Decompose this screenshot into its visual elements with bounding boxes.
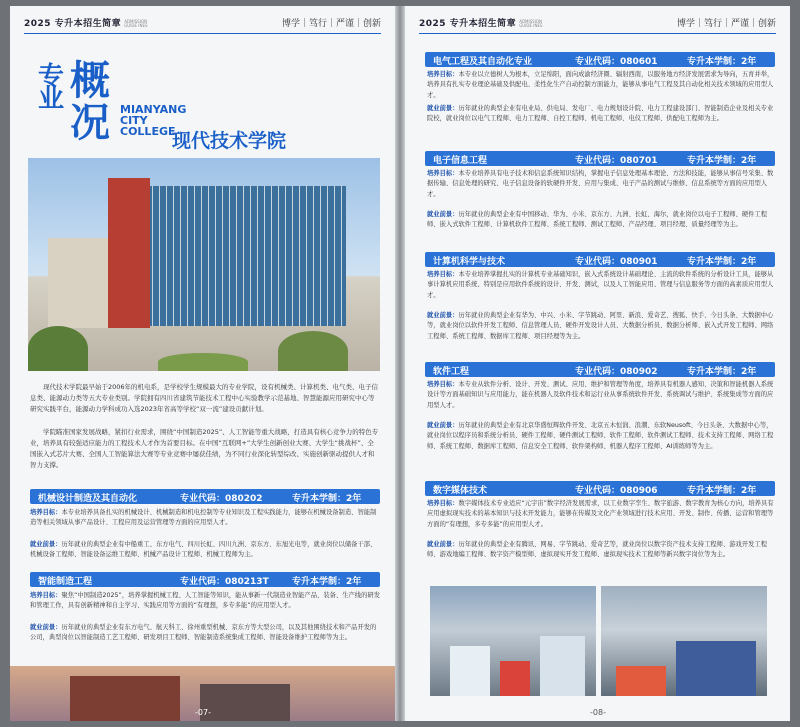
goal-label: 培养目标： (30, 592, 62, 599)
goal-text: 本专业培养具备扎实的机械设计、机械制造和机电控制等专业知识及工程实践能力，能够在机械设备制造、智能制造等相关领域从事产品设计、工程应用及运营管理等方面的应用型人才。 (30, 509, 377, 527)
scene-building (200, 684, 290, 721)
shrub-shape (158, 353, 248, 371)
major-goal (427, 70, 775, 101)
scene-building (70, 676, 180, 721)
title-gaikuang: 概况 (70, 58, 110, 146)
goal-text: 聚焦“中国制造2025”，培养掌握机械工程、人工智能等知识，能从事新一代制造业智能产品、装备、生产线的研发和管理工作，具有创新精神和自主学习、实践应用等方面的“有理想，多专多能”的应用型人才。 (30, 592, 380, 610)
lab-photo-robotics (430, 586, 596, 696)
lab-machine (676, 641, 756, 696)
major-years: 专升本学制：2年 (687, 486, 757, 496)
major-career (30, 623, 380, 644)
major-goal (427, 270, 775, 301)
intro-paragraph-1: 现代技术学院最早始于2006年的机电系，是学校学生规模最大的专业学院，设有机械类、计算机类、电气类、电子信息类、能源动力类等五大专业类别。学院拥有四川省建筑节能技术工程中心实验教学示范基地、智慧能源应用研究中心等研究实践平台，能源动力学科成功入选2023年省高等学校“双一流”建设贡献计划。 (30, 383, 379, 413)
major-goal (427, 169, 775, 200)
major-bar-computer-science (425, 252, 775, 267)
major-years: 专升本学制：2年 (687, 57, 757, 67)
major-code: 专业代码：080906 (575, 486, 658, 496)
header-brand: 2025 专升本招生简章 (24, 19, 122, 29)
major-bar-electrical (425, 52, 775, 67)
major-goal (30, 591, 380, 612)
goal-label: 培养目标： (427, 500, 459, 507)
header-motto: 博学｜笃行｜严谨｜创新 (676, 19, 776, 29)
major-name: 数字媒体技术 (433, 486, 488, 496)
career-text: 历年就业的典型企业有电业局、供电局、发电厂、电力规划设计院、电力工程建设部门、智能制造企业及相关专业院校，就业岗位以电气工程师、电力工程师、自控工程师、机电工程师、电仪工程师、供配电工程师为主。 (427, 105, 774, 123)
major-name: 机械设计制造及其自动化 (38, 494, 138, 504)
major-goal (427, 499, 775, 530)
lab-photo-training-hall (601, 586, 767, 696)
major-years: 专升本学制：2年 (687, 367, 757, 377)
major-years: 专升本学制：2年 (292, 577, 362, 587)
major-bar-digital-media (425, 481, 775, 496)
tree-shape (28, 326, 88, 371)
major-career (427, 104, 775, 125)
career-text: 历年就业的典型企业有北京华盛恒辉软件开发、北京五木恒润、浪潮、东软Neusoft、今日头条、大数据中心等，就业岗位以程序员和系统分析员、硬件工程师、硬件测试工程师、软件工程师、软件测试工程师、技术支持工程师、网络工程师、系统工程师、数据库工程师、信息安全工程师、软件架构师、机器人程序工程师、AI训练师等为主。 (427, 422, 774, 450)
campus-building-photo (28, 158, 380, 371)
header-sub: ADMISSION GUIDE INES (519, 18, 543, 28)
title-en-line: COLLEGE (120, 125, 176, 138)
major-years: 专升本学制：2年 (292, 494, 362, 504)
title-en-line: CITY (120, 114, 148, 127)
career-label: 就业前景： (427, 312, 459, 319)
career-text: 历年就业的典型企业有腾讯、网易、字节跳动、爱奇艺等，就业岗位以数字资产技术支持工程师、游戏开发工程师、游戏地编工程师、数字资产模型师、虚拟现实开发工程师、虚拟现实技术工程师等新兴数字岗位等为主。 (427, 541, 768, 559)
section-title (32, 56, 382, 166)
goal-text: 本专业培养具有电子技术和信息系统知识结构，掌握电子信息处理基本理论、方法和技能，能够从事信号采集、数据传输、信息处理的研究、电子信息设备的软硬件开发、应用与集成、电子产品的测试与维修、信息系统等方面的应用型人才。 (427, 170, 774, 198)
career-text: 历年就业的典型企业有东方电气、航天科工、徐州重型机械、京东方等大型公司，以及其他围绕技术和产品开发的公司，典型岗位以智能制造工艺工程师、研发项目工程师、智能制造系统集成工程师、智能设备维护工程师等为主。 (30, 624, 377, 642)
major-code: 专业代码：080601 (575, 57, 658, 67)
major-years: 专升本学制：2年 (687, 156, 757, 166)
major-name: 电子信息工程 (433, 156, 488, 166)
major-code: 专业代码：080213T (180, 577, 269, 587)
lab-machine (450, 646, 490, 696)
major-name: 软件工程 (433, 367, 470, 377)
lab-machine (500, 661, 530, 696)
major-bar-mechanical (30, 489, 380, 504)
college-name: 现代技术学院 (172, 130, 287, 152)
major-bar-software (425, 362, 775, 377)
right-page (405, 6, 790, 721)
career-text: 历年就业的典型企业有中国移动、华为、小米、京东方、九洲、长虹、海尔，就业岗位以电子工程师、硬件工程师、嵌入式软件工程师、计算机软件工程师、系统工程师、测试工程师、产品经理、项目经理、质量经理等为主。 (427, 211, 768, 229)
career-label: 就业前景： (427, 422, 459, 429)
career-label: 就业前景： (30, 541, 62, 548)
major-name: 计算机科学与技术 (433, 257, 506, 267)
page-number: -07- (195, 708, 211, 717)
career-text: 历年就业的典型企业有华为、中兴、小米、字节跳动、阿里、新浪、爱奇艺、搜狐、快手、今日头条、大数据中心等，就业岗位以软件开发工程师、信息管理人员、硬件开发设计人员、大数据分析员、数据分析师、嵌入式开发工程师、网络工程师、系统工程师、数据库工程师、项目经理等为主。 (427, 312, 774, 340)
major-goal (427, 380, 775, 411)
major-career (427, 540, 775, 561)
major-years: 专升本学制：2年 (687, 257, 757, 267)
major-career (427, 210, 775, 231)
major-name: 智能制造工程 (38, 577, 93, 587)
building-left (48, 238, 110, 328)
major-bar-intelligent-manufacturing (30, 572, 380, 587)
goal-label: 培养目标： (30, 509, 62, 516)
goal-text: 本专业培养掌握扎实的计算机专业基础知识，嵌入式系统设计基础理论、主流的软件系统的分析设计工具，能够从事计算机应用系统、特别是应用软件系统的设计、开发、测试，以及人工智能应用、管理与信息服务等方面的高素质应用型人才。 (427, 271, 774, 299)
left-header (24, 16, 381, 30)
major-name: 电气工程及其自动化专业 (433, 57, 533, 67)
goal-label: 培养目标： (427, 170, 459, 177)
career-label: 就业前景： (427, 211, 459, 218)
career-text: 历年就业的典型企业有中船重工、东方电气、四川长虹、四川九洲、京东方、东旭光电等，就业岗位以储备干部、机械设备工程师、智能设备运维工程师、机械产品设计工程师、机械工程师为主。 (30, 541, 377, 559)
title-zhuanye: 专业 (38, 62, 65, 114)
goal-text: 本专业从软件分析、设计、开发、测试、应用、维护和管理等角度，培养具有机器人感知、决策和智能机器人系统设计等方面基础知识与应用能力，能在机器人及软件技术和运行业从事系统软件开发、系统调试与维护、系统集成等方面的应用型人才。 (427, 381, 774, 409)
major-code: 专业代码：080902 (575, 367, 658, 377)
major-career (427, 421, 775, 452)
career-label: 就业前景： (30, 624, 62, 631)
major-career (30, 540, 380, 561)
major-code: 专业代码：080701 (575, 156, 658, 166)
page-number: -08- (590, 708, 606, 717)
lab-machine (616, 666, 666, 696)
right-header (419, 16, 776, 30)
lab-machine (540, 636, 585, 696)
book-spine (395, 6, 405, 721)
header-rule (419, 33, 776, 34)
title-en-line: MIANYANG (120, 103, 187, 116)
major-career (427, 311, 775, 342)
tree-shape (278, 331, 348, 371)
left-page (10, 6, 395, 721)
building-red-tower (108, 178, 150, 328)
building-glass (146, 186, 346, 326)
career-label: 就业前景： (427, 541, 459, 548)
career-label: 就业前景： (427, 105, 459, 112)
goal-text: 本专业以立德树人为根本，立足绵阳，面向成渝经济圈、辐射西南，以服务地方经济发展需求为导向，五育并举，培养具有扎实专业理论基础及供配电、柔性化生产自动控制方面能力，能够从事电气工程及其自动化相关技术领域的应用型人才。 (427, 71, 774, 99)
header-rule (24, 33, 381, 34)
major-goal (30, 508, 380, 529)
goal-label: 培养目标： (427, 271, 459, 278)
goal-label: 培养目标： (427, 381, 459, 388)
header-brand: 2025 专升本招生简章 (419, 19, 517, 29)
header-sub: ADMISSION GUIDE INES (124, 18, 148, 28)
major-code: 专业代码：080901 (575, 257, 658, 267)
major-bar-electronic-info (425, 151, 775, 166)
major-code: 专业代码：080202 (180, 494, 263, 504)
header-motto: 博学｜笃行｜严谨｜创新 (281, 19, 381, 29)
intro-paragraph-2: 学院瞄准国家发展战略，紧扣行业需求，围绕“中国制造2025”、人工智能等重大战略，打造具有核心竞争力的特色专业，培养具有较强适应能力的工程技术人才作为首要目标。在中国“互联网+”大学生创新创业大赛、大学生“挑战杯”、全国嵌入式芯片大赛、全国人工智能算法大赛等专业竞赛中屡获佳绩，为不同行业深化转型综改、实施创新驱动提供人才和智力支撑。 (30, 428, 379, 469)
goal-text: 数字媒体技术专业适应“元宇宙”数字经济发展需求，以工业数字孪生、数字旅游、数字教育为核心方向，培养具有应用虚拟现实技术的基本知识与技术开发能力，能够在传媒及文化产业领域进行技术应用、开发、制作、传播、运营和管理等方面的“有理想，多专多能”的应用型人才。 (427, 500, 774, 528)
goal-label: 培养目标： (427, 71, 459, 78)
